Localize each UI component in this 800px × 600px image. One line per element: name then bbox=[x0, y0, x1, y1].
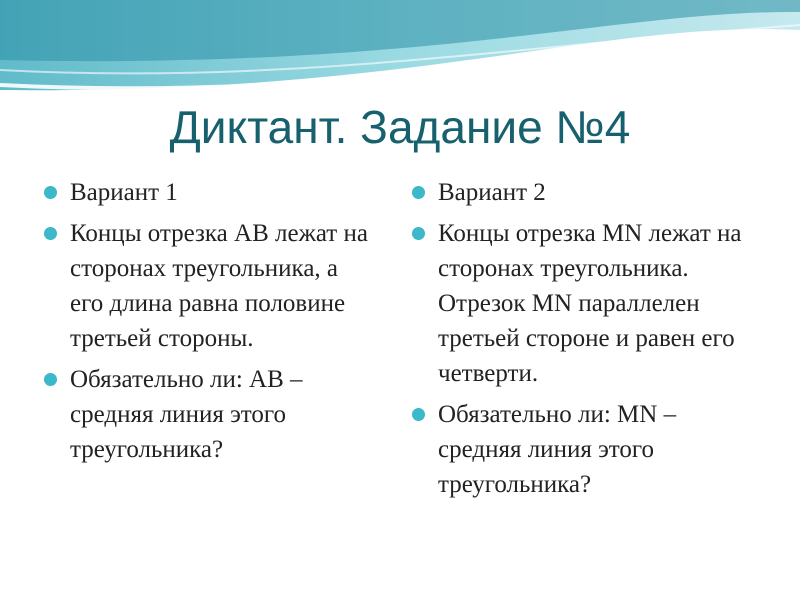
bullet-icon bbox=[412, 186, 425, 199]
bullet-icon bbox=[412, 408, 425, 421]
slide-title: Диктант. Задание №4 bbox=[169, 101, 631, 153]
bullet-text: Вариант 2 bbox=[438, 179, 546, 206]
bullet-item bbox=[410, 216, 760, 391]
bullet-text: Обязательно ли: MN – средняя линия этого треугольника? bbox=[438, 401, 677, 498]
bullet-text: Обязательно ли: АВ – средняя линия этого треугольника? bbox=[70, 366, 303, 463]
bullet-item bbox=[410, 397, 760, 502]
bullet-item bbox=[42, 216, 377, 356]
bullet-icon bbox=[44, 186, 57, 199]
header-wave-decoration bbox=[0, 0, 800, 110]
bullet-icon bbox=[412, 227, 425, 240]
bullet-icon bbox=[44, 373, 57, 386]
variant-2-column bbox=[410, 175, 760, 508]
bullet-text: Концы отрезка АВ лежат на сторонах треугольника, а его длина равна половине третьей стороны. bbox=[70, 220, 368, 352]
bullet-item bbox=[410, 175, 760, 210]
bullet-icon bbox=[44, 227, 57, 240]
bullet-text: Вариант 1 bbox=[70, 179, 178, 206]
bullet-item bbox=[42, 175, 377, 210]
variant-1-column bbox=[42, 175, 377, 473]
bullet-item bbox=[42, 362, 377, 467]
bullet-text: Концы отрезка MN лежат на сторонах треугольника. Отрезок MN параллелен третьей стороне и равен его четверти. bbox=[438, 220, 742, 387]
